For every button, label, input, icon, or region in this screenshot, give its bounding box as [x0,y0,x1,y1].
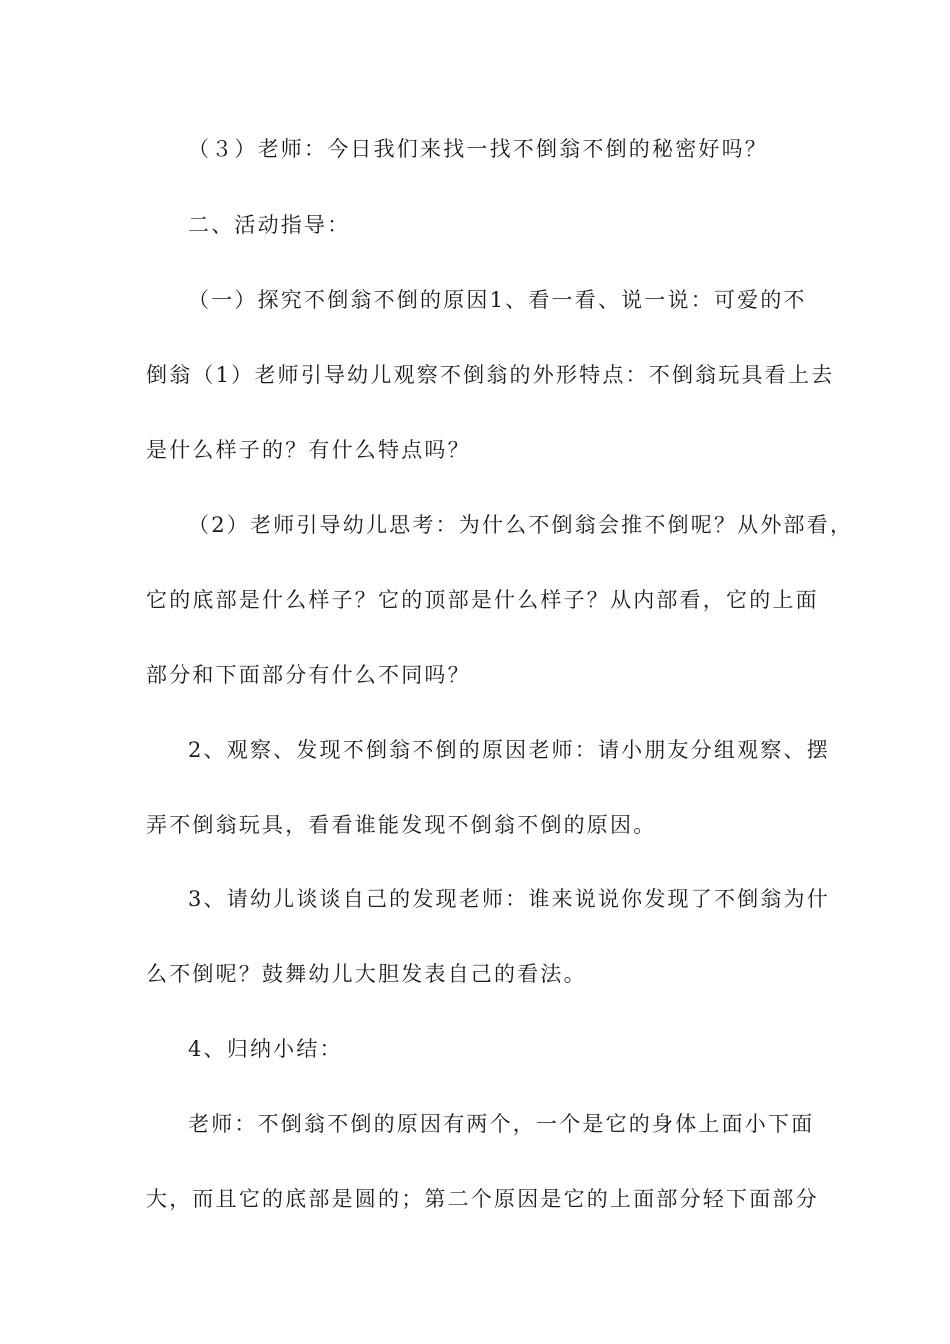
paragraph-line: 它的底部是什么样子？它的顶部是什么样子？从内部看，它的上面 [146,588,819,612]
paragraph-line: （一）探究不倒翁不倒的原因1、看一看、说一说：可爱的不 [188,288,807,312]
paragraph-line: 么不倒呢？鼓舞幼儿大胆发表自己的看法。 [146,962,587,986]
paragraph-line: 4、归纳小结： [188,1037,343,1061]
paragraph-line: 倒翁（1）老师引导幼儿观察不倒翁的外形特点：不倒翁玩具看上去 [146,363,835,387]
paragraph-line: 大，而且它的底部是圆的；第二个原因是它的上面部分轻下面部分 [146,1187,819,1211]
paragraph-line: 2、观察、发现不倒翁不倒的原因老师：请小朋友分组观察、摆 [188,738,830,762]
paragraph-line: 3、请幼儿谈谈自己的发现老师：谁来说说你发现了不倒翁为什 [188,887,830,911]
paragraph-line: （３）老师：今日我们来找一找不倒翁不倒的秘密好吗？ [188,137,768,161]
paragraph-line: 部分和下面部分有什么不同吗？ [146,663,471,687]
section-heading: 二、活动指导： [188,213,351,237]
paragraph-line: 是什么样子的？有什么特点吗？ [146,438,471,462]
paragraph-line: （2）老师引导幼儿思考：为什么不倒翁会推不倒呢？从外部看， [188,513,854,537]
paragraph-line: 弄不倒翁玩具，看看谁能发现不倒翁不倒的原因。 [146,813,657,837]
paragraph-line: 老师：不倒翁不倒的原因有两个，一个是它的身体上面小下面 [188,1112,815,1136]
